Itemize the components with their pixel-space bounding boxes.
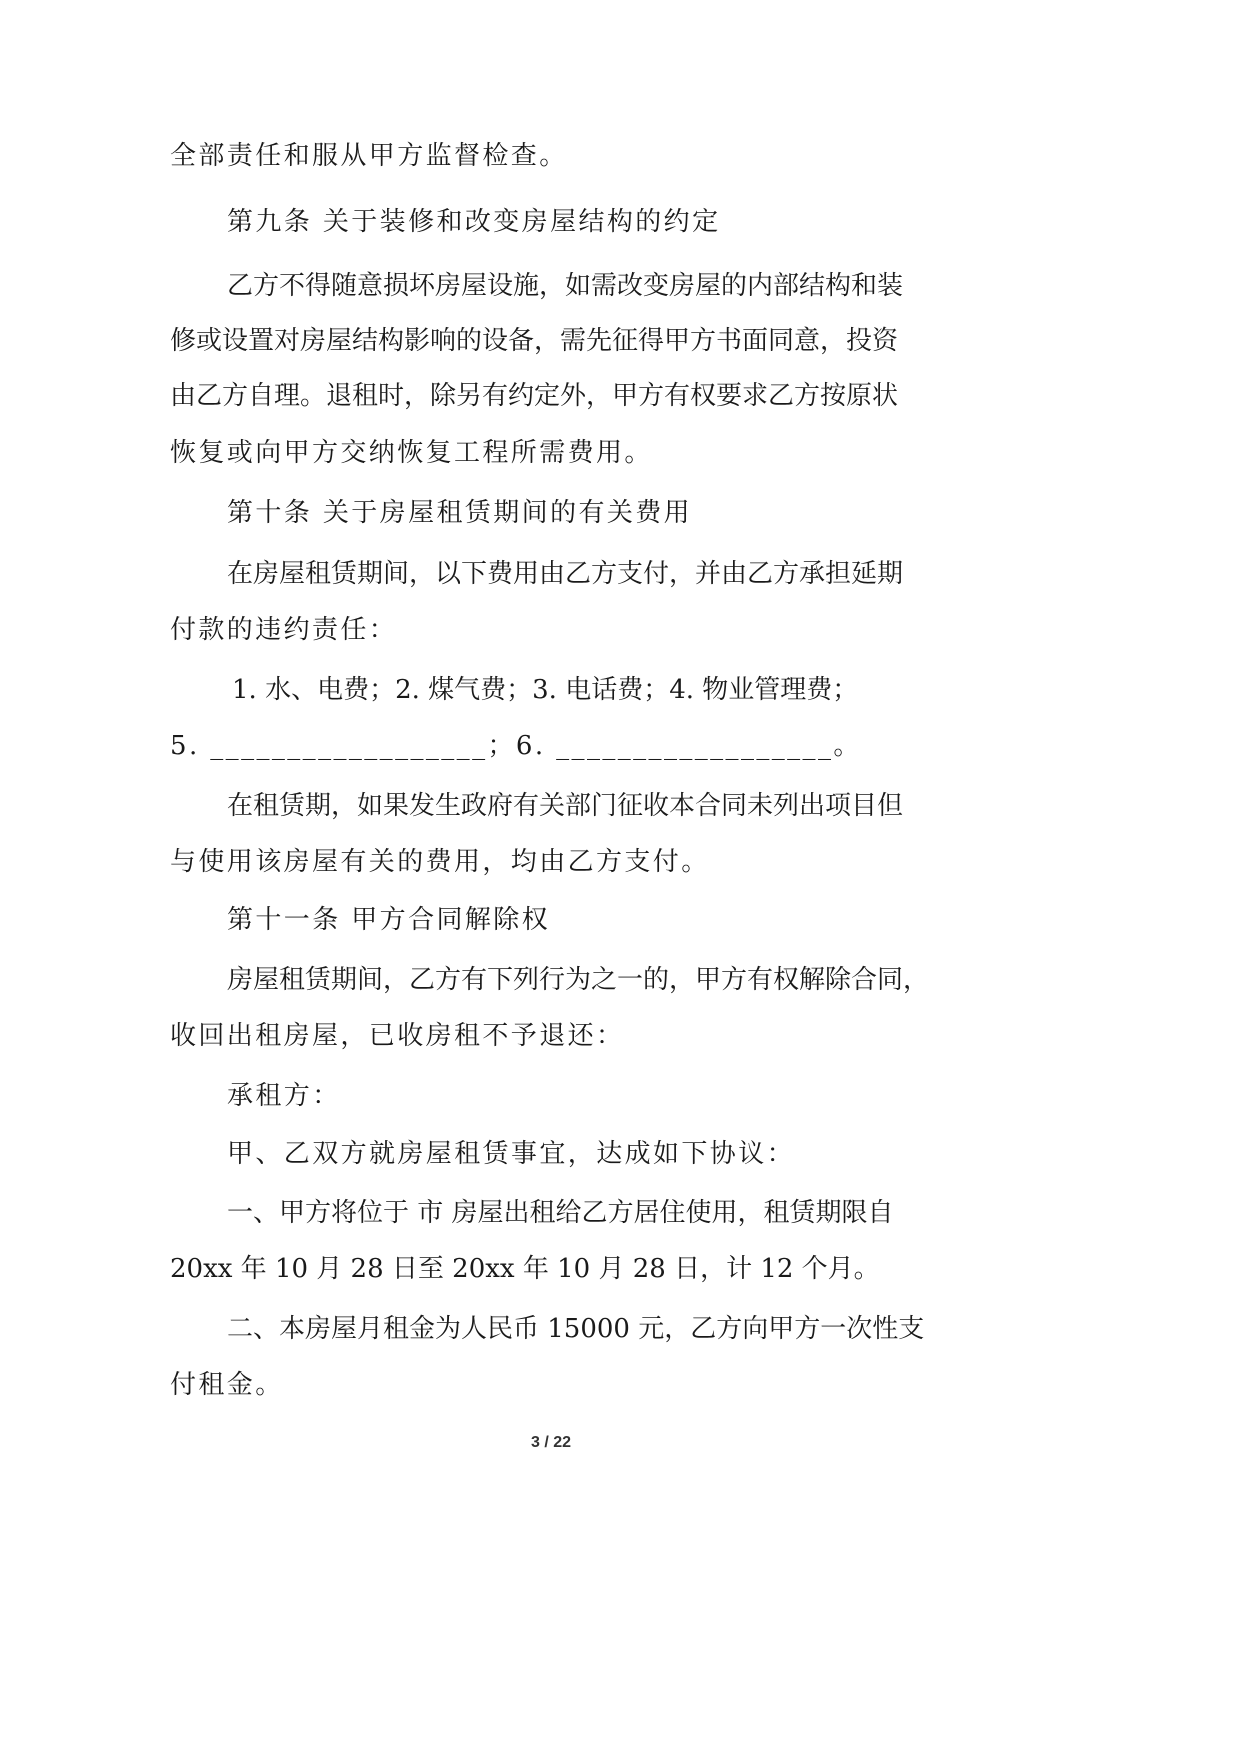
paragraph-line: 付租金。 xyxy=(170,1370,284,1400)
page-number: 3 / 22 xyxy=(530,1434,572,1451)
paragraph-line: 与使用该房屋有关的费用，均由乙方支付。 xyxy=(170,847,710,877)
paragraph-line: 在房屋租赁期间，以下费用由乙方支付，并由乙方承担延期 xyxy=(227,559,904,589)
paragraph-line: 恢复或向甲方交纳恢复工程所需费用。 xyxy=(170,438,653,468)
paragraph-line: 甲、乙双方就房屋租赁事宜，达成如下协议： xyxy=(227,1139,796,1169)
paragraph-line: 一、甲方将位于 市 房屋出租给乙方居住使用，租赁期限自 xyxy=(227,1198,894,1228)
paragraph-line: 全部责任和服从甲方监督检查。 xyxy=(170,141,568,171)
paragraph-line: 修或设置对房屋结构影响的设备，需先征得甲方书面同意，投资 xyxy=(170,326,899,356)
paragraph-line: 房屋租赁期间，乙方有下列行为之一的，甲方有权解除合同， xyxy=(227,965,930,995)
article-heading: 第十一条 甲方合同解除权 xyxy=(227,905,551,935)
article-heading: 第九条 关于装修和改变房屋结构的约定 xyxy=(227,207,721,237)
paragraph-line: 乙方不得随意损坏房屋设施，如需改变房屋的内部结构和装 xyxy=(227,271,904,301)
article-heading: 第十条 关于房屋租赁期间的有关费用 xyxy=(227,498,693,528)
paragraph-line: 在租赁期，如果发生政府有关部门征收本合同未列出项目但 xyxy=(227,791,904,821)
paragraph-line: 二、本房屋月租金为人民币 15000 元，乙方向甲方一次性支 xyxy=(227,1314,925,1344)
fee-list-blanks: 5. __________________；6. __________________。 xyxy=(170,731,862,761)
paragraph-line: 20xx 年 10 月 28 日至 20xx 年 10 月 28 日，计 12 个月。 xyxy=(170,1254,880,1284)
paragraph-line: 付款的违约责任： xyxy=(170,615,398,645)
paragraph-line: 承租方： xyxy=(227,1081,341,1111)
paragraph-line: 收回出租房屋，已收房租不予退还： xyxy=(170,1021,625,1051)
fee-list-line: 1. 水、电费；2. 煤气费；3. 电话费；4. 物业管理费； xyxy=(232,675,859,705)
paragraph-line: 由乙方自理。退租时，除另有约定外，甲方有权要求乙方按原状 xyxy=(170,381,899,411)
